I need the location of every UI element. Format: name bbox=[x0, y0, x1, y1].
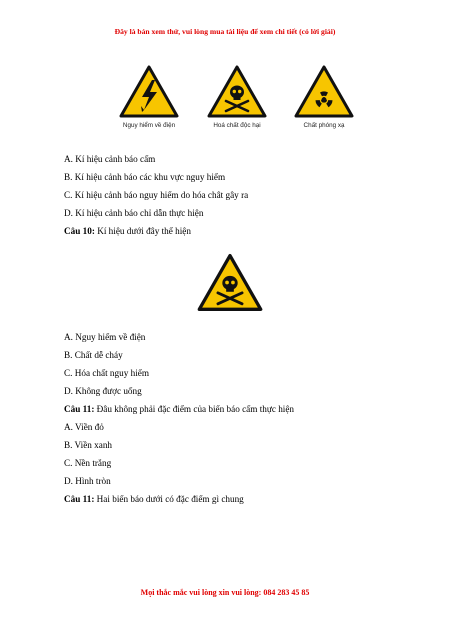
q10-option-d: D. Không được uống bbox=[64, 386, 142, 396]
question-text: Hai biển báo dưới có đặc điểm gì chung bbox=[94, 494, 244, 504]
question-label: Câu 11: bbox=[64, 494, 95, 504]
q9-option-c: C. Kí hiệu cảnh báo nguy hiểm do hóa chât gây ra bbox=[64, 190, 249, 200]
q11-option-a: A. Viền đỏ bbox=[64, 422, 104, 432]
q9-option-b: B. Kí hiệu cảnh báo các khu vực nguy hiểm bbox=[64, 172, 226, 182]
contact-notice: Mọi thắc mắc vui lòng xin vui lòng: 084 283 45 85 bbox=[140, 588, 310, 597]
electric-hazard-icon bbox=[118, 64, 180, 120]
question-text: Đâu không phải đặc điểm của biển báo cấm thực hiện bbox=[94, 404, 295, 414]
toxic-chemical-icon bbox=[206, 64, 268, 120]
q9-option-d: D. Kí hiệu cảnh báo chỉ dẫn thực hiện bbox=[64, 208, 204, 218]
toxic-chemical-icon bbox=[196, 252, 264, 314]
question-10 bbox=[64, 225, 191, 237]
question-11b bbox=[64, 493, 244, 505]
radiation-icon bbox=[293, 64, 355, 120]
q10-option-c: C. Hóa chất nguy hiểm bbox=[64, 368, 149, 378]
q11-option-d: D. Hình tròn bbox=[64, 476, 111, 486]
sign-caption: Nguy hiểm về điện bbox=[122, 122, 176, 129]
hazard-signs-row bbox=[109, 64, 364, 140]
q10-option-a: A. Nguy hiểm về điện bbox=[64, 332, 146, 342]
q9-option-a: A. Kí hiệu cảnh báo cấm bbox=[64, 154, 156, 164]
q10-sign bbox=[196, 252, 264, 319]
q11-option-c: C. Nền trắng bbox=[64, 458, 112, 468]
question-label: Câu 11: bbox=[64, 404, 95, 414]
sign-electric bbox=[109, 64, 189, 129]
question-11 bbox=[64, 403, 294, 415]
question-text: Kí hiệu dưới đây thể hiện bbox=[94, 226, 191, 236]
q10-option-b: B. Chất dễ cháy bbox=[64, 350, 123, 360]
sign-caption: Chất phóng xạ bbox=[303, 122, 345, 129]
sign-caption: Hoá chất độc hại bbox=[213, 122, 261, 129]
q11-option-b: B. Viền xanh bbox=[64, 440, 113, 450]
sign-toxic bbox=[197, 64, 277, 129]
preview-notice: Đây là bản xem thử, vui lòng mua tài liệu để xem chi tiết (có lời giải) bbox=[114, 27, 336, 36]
sign-radiation bbox=[284, 64, 364, 129]
question-label: Câu 10: bbox=[64, 226, 95, 236]
